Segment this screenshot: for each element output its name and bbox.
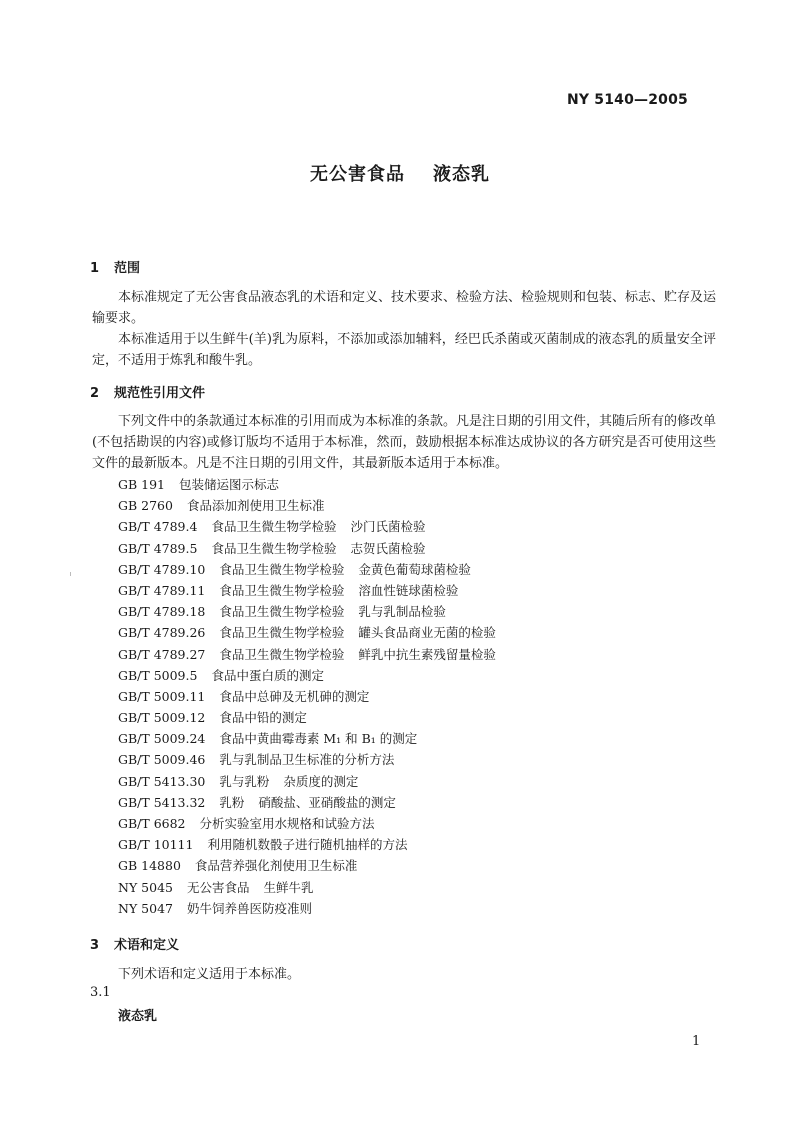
reference-title: 杂质度的测定 — [283, 773, 359, 789]
reference-item — [118, 898, 496, 919]
reference-item — [118, 792, 496, 813]
reference-title: 食品卫生微生物学检验 — [211, 540, 337, 556]
reference-item — [118, 538, 496, 559]
reference-code: GB/T 4789.18 — [118, 604, 206, 620]
section-2-intro: 下列文件中的条款通过本标准的引用而成为本标准的条款。凡是注日期的引用文件，其随后所有的修改单(不包括勘误的内容)或修订版均不适用于本标准，然而，鼓励根据本标准达成协议的各方研究是否可使用这些文件的最新版本。凡是不注日期的引用文件，其最新版本适用于本标准。 — [92, 414, 717, 471]
section-title: 术语和定义 — [114, 938, 180, 953]
reference-code: NY 5045 — [118, 879, 173, 895]
reference-code: GB/T 4789.11 — [118, 582, 206, 598]
reference-title: 鲜乳中抗生素残留量检验 — [358, 646, 496, 662]
section-title: 规范性引用文件 — [114, 386, 206, 401]
reference-code: GB/T 4789.4 — [118, 519, 198, 535]
reference-code: GB 2760 — [118, 498, 173, 514]
term-liquid-milk: 液态乳 — [118, 1009, 158, 1024]
reference-item — [118, 580, 496, 601]
reference-code: GB 14880 — [118, 858, 181, 874]
reference-code: GB/T 5413.30 — [118, 773, 206, 789]
reference-title: 乳与乳制品检验 — [358, 604, 446, 620]
section-2-heading — [90, 382, 205, 401]
reference-code: NY 5047 — [118, 900, 173, 916]
reference-code: GB/T 4789.10 — [118, 561, 206, 577]
reference-title: 食品卫生微生物学检验 — [219, 582, 345, 598]
reference-title: 乳与乳粉 — [219, 773, 270, 789]
reference-item — [118, 474, 496, 495]
section-number: 3 — [90, 938, 100, 953]
reference-title: 食品卫生微生物学检验 — [219, 646, 345, 662]
reference-item — [118, 686, 496, 707]
reference-item — [118, 834, 496, 855]
reference-title: 食品卫生微生物学检验 — [219, 561, 345, 577]
reference-title: 生鲜牛乳 — [263, 879, 314, 895]
reference-item — [118, 516, 496, 537]
reference-title: 食品中黄曲霉毒素 M₁ 和 B₁ 的测定 — [219, 731, 418, 747]
reference-code: GB/T 4789.26 — [118, 625, 206, 641]
reference-item — [118, 855, 496, 876]
section-3-heading — [90, 934, 179, 953]
section-title: 范围 — [114, 261, 141, 276]
page-number: 1 — [692, 1034, 701, 1049]
reference-code: GB/T 10111 — [118, 837, 194, 853]
reference-title: 包装储运图示标志 — [179, 477, 280, 492]
reference-item — [118, 813, 496, 834]
reference-item — [118, 749, 496, 770]
reference-code: GB 191 — [118, 477, 166, 492]
reference-title: 食品中铅的测定 — [219, 710, 307, 726]
section-number: 1 — [90, 261, 100, 276]
scan-mark — [70, 572, 71, 576]
reference-title: 食品中蛋白质的测定 — [211, 667, 324, 683]
reference-item — [118, 601, 496, 622]
reference-title: 利用随机数骰子进行随机抽样的方法 — [207, 837, 408, 853]
reference-title: 食品卫生微生物学检验 — [219, 604, 345, 620]
reference-title: 志贺氏菌检验 — [350, 540, 426, 556]
title-part-2: 液态乳 — [433, 164, 490, 185]
reference-item — [118, 771, 496, 792]
reference-item — [118, 665, 496, 686]
reference-code: GB/T 5009.5 — [118, 667, 198, 683]
normative-references-list — [118, 474, 496, 919]
reference-title: 奶牛饲养兽医防疫准则 — [186, 900, 312, 916]
document-title — [0, 160, 800, 186]
reference-item — [118, 495, 496, 516]
section-1-heading — [90, 257, 140, 276]
reference-title: 乳粉 — [219, 794, 245, 810]
reference-title: 乳与乳制品卫生标准的分析方法 — [219, 752, 395, 768]
reference-item — [118, 877, 496, 898]
section-number: 2 — [90, 386, 100, 401]
reference-title: 金黄色葡萄球菌检验 — [358, 561, 471, 577]
reference-title: 罐头食品商业无菌的检验 — [358, 625, 496, 641]
reference-item — [118, 559, 496, 580]
reference-title: 分析实验室用水规格和试验方法 — [199, 816, 375, 831]
reference-title: 食品卫生微生物学检验 — [219, 625, 345, 641]
section-1-paragraph-2: 本标准适用于以生鲜牛(羊)乳为原料，不添加或添加辅料，经巴氏杀菌或灭菌制成的液态乳的质量安全评定，不适用于炼乳和酸牛乳。 — [92, 332, 716, 368]
reference-title: 无公害食品 — [186, 879, 250, 895]
reference-code: GB/T 4789.5 — [118, 540, 198, 556]
reference-title: 食品添加剂使用卫生标准 — [186, 498, 325, 514]
standard-code: NY 5140—2005 — [566, 92, 688, 108]
section-1-paragraph-1: 本标准规定了无公害食品液态乳的术语和定义、技术要求、检验方法、检验规则和包装、标志、贮存及运输要求。 — [92, 290, 717, 326]
reference-title: 食品卫生微生物学检验 — [211, 519, 337, 535]
reference-item — [118, 622, 496, 643]
reference-code: GB/T 5009.24 — [118, 731, 206, 747]
reference-item — [118, 728, 496, 749]
title-part-1: 无公害食品 — [310, 164, 405, 185]
reference-title: 食品营养强化剂使用卫生标准 — [194, 858, 358, 874]
reference-title: 沙门氏菌检验 — [350, 519, 426, 535]
reference-item — [118, 707, 496, 728]
reference-code: GB/T 5009.11 — [118, 688, 206, 704]
reference-code: GB/T 6682 — [118, 816, 186, 831]
reference-title: 溶血性链球菌检验 — [358, 582, 459, 598]
reference-code: GB/T 4789.27 — [118, 646, 206, 662]
reference-code: GB/T 5413.32 — [118, 794, 206, 810]
reference-code: GB/T 5009.12 — [118, 710, 206, 726]
section-3-intro: 下列术语和定义适用于本标准。 — [118, 967, 301, 982]
reference-title: 硝酸盐、亚硝酸盐的测定 — [258, 794, 396, 810]
subsection-number: 3.1 — [90, 985, 111, 1000]
reference-item — [118, 644, 496, 665]
reference-title: 食品中总砷及无机砷的测定 — [219, 688, 370, 704]
reference-code: GB/T 5009.46 — [118, 752, 206, 768]
